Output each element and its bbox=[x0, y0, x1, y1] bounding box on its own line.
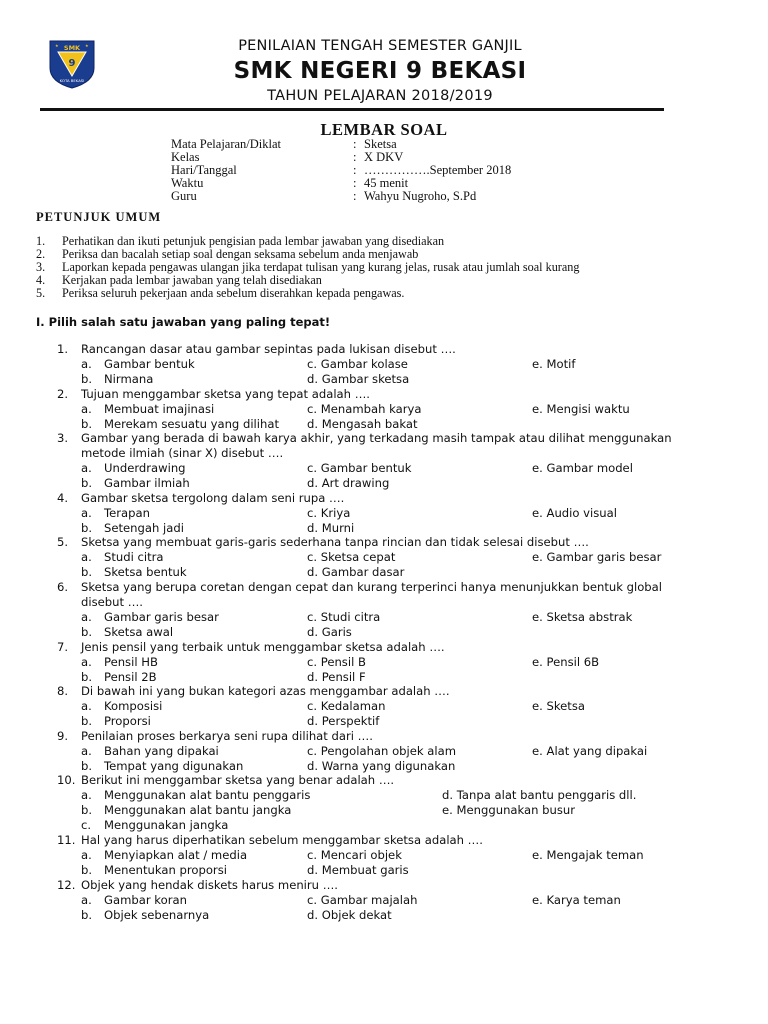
option-d: d. Mengasah bakat bbox=[307, 417, 418, 431]
option-e: e. Menggunakan busur bbox=[442, 803, 576, 817]
question-text: Gambar yang berada di bawah karya akhir, yang terkadang masih tampak atau dilihat menggunakan bbox=[81, 431, 672, 445]
option-c: c. Gambar bentuk bbox=[307, 461, 412, 475]
option-d: d. Perspektif bbox=[307, 714, 380, 728]
question-text: Berikut ini menggambar sketsa yang benar adalah …. bbox=[81, 773, 395, 787]
question-number: 8. bbox=[57, 684, 69, 698]
option-d: d. Tanpa alat bantu penggaris dll. bbox=[442, 788, 637, 802]
question-1: 1. Rancangan dasar atau gambar sepintas pada lukisan disebut …. a. Gambar bentuk c. Gambar kolase e. Motif b. Nirmana d. Gambar sketsa bbox=[57, 342, 576, 386]
question-number: 12. bbox=[57, 878, 76, 892]
svg-text:★: ★ bbox=[55, 43, 59, 48]
info-row-teacher: Guru : Wahyu Nugroho, S.Pd bbox=[171, 189, 477, 203]
info-value: …………….September 2018 bbox=[364, 163, 512, 177]
option-a: Terapan bbox=[104, 506, 150, 520]
option-b: Sketsa bentuk bbox=[104, 565, 187, 579]
question-text: Gambar sketsa tergolong dalam seni rupa …. bbox=[81, 491, 345, 505]
logo-number: 9 bbox=[68, 58, 76, 69]
option-a: Menyiapkan alat / media bbox=[104, 848, 248, 862]
question-8: 8. Di bawah ini yang bukan kategori azas menggambar adalah …. a. Komposisi c. Kedalaman e. Sketsa b. Proporsi d. Perspektif bbox=[57, 684, 585, 728]
info-value: X DKV bbox=[364, 150, 404, 164]
instruction-item: 2. Periksa dan bacalah setiap soal dengan seksama sebelum anda menjawab bbox=[36, 247, 419, 261]
option-b: Menggunakan alat bantu jangka bbox=[104, 803, 292, 817]
question-text-cont: disebut …. bbox=[81, 595, 143, 609]
option-e: e. Sketsa bbox=[532, 699, 585, 713]
option-e: e. Mengisi waktu bbox=[532, 402, 630, 416]
option-c: c. Kriya bbox=[307, 506, 351, 520]
instruction-item: 3. Laporkan kepada pengawas ulangan jika terdapat tulisan yang kurang jelas, rusak atau jumlah soal kurang bbox=[36, 260, 580, 274]
info-label: Mata Pelajaran/Diklat bbox=[171, 137, 282, 151]
option-e: e. Alat yang dipakai bbox=[532, 744, 648, 758]
question-number: 11. bbox=[57, 833, 76, 847]
option-d: d. Gambar sketsa bbox=[307, 372, 410, 386]
option-c: c. Studi citra bbox=[307, 610, 381, 624]
header-divider bbox=[40, 108, 664, 111]
option-b: Proporsi bbox=[104, 714, 151, 728]
option-b: Merekam sesuatu yang dilihat bbox=[104, 417, 279, 431]
logo-city: KOTA BEKASI bbox=[59, 78, 85, 83]
question-5: 5. Sketsa yang membuat garis-garis sederhana tanpa rincian dan tidak selesai disebut …. a. Studi citra c. Sketsa cepat e. Gambar garis besar b. Sketsa bentuk d. Gambar dasar bbox=[57, 535, 662, 579]
option-d: d. Objek dekat bbox=[307, 908, 392, 922]
info-row-class: Kelas : X DKV bbox=[171, 150, 404, 164]
question-10: 10. Berikut ini menggambar sketsa yang benar adalah …. a. Menggunakan alat bantu penggaris d. Tanpa alat bantu penggaris dll. b. Menggunakan alat bantu jangka e. Menggunakan busur c. Menggunakan jangka bbox=[57, 773, 637, 832]
page-title: LEMBAR SOAL bbox=[320, 120, 448, 139]
question-text: Sketsa yang berupa coretan dengan cepat dan kurang terperinci hanya menunjukkan bentuk global bbox=[81, 580, 662, 594]
question-text: Tujuan menggambar sketsa yang tepat adalah …. bbox=[81, 387, 370, 401]
option-c: c. Gambar kolase bbox=[307, 357, 408, 371]
option-c: c. Pengolahan objek alam bbox=[307, 744, 457, 758]
question-number: 1. bbox=[57, 342, 69, 356]
question-text: Di bawah ini yang bukan kategori azas menggambar adalah …. bbox=[81, 684, 450, 698]
school-year: TAHUN PELAJARAN 2018/2019 bbox=[267, 88, 493, 104]
info-label: Waktu bbox=[171, 176, 204, 190]
option-b: Sketsa awal bbox=[104, 625, 174, 639]
option-c: c. Pensil B bbox=[307, 655, 366, 669]
question-number: 5. bbox=[57, 535, 69, 549]
exam-name: PENILAIAN TENGAH SEMESTER GANJIL bbox=[238, 38, 522, 54]
question-text-cont: metode ilmiah (sinar X) disebut …. bbox=[81, 446, 284, 460]
option-e: e. Audio visual bbox=[532, 506, 617, 520]
option-d: d. Garis bbox=[307, 625, 352, 639]
option-c: c. Menambah karya bbox=[307, 402, 422, 416]
option-d: d. Art drawing bbox=[307, 476, 390, 490]
option-c: c. Kedalaman bbox=[307, 699, 386, 713]
option-c: Menggunakan jangka bbox=[104, 818, 229, 832]
option-d: d. Membuat garis bbox=[307, 863, 409, 877]
question-4: 4. Gambar sketsa tergolong dalam seni rupa …. a. Terapan c. Kriya e. Audio visual b. Setengah jadi d. Murni bbox=[57, 491, 617, 535]
instructions-title: PETUNJUK UMUM bbox=[36, 210, 162, 224]
question-11: 11. Hal yang harus diperhatikan sebelum menggambar sketsa adalah …. a. Menyiapkan alat / media c. Mencari objek e. Mengajak teman b. Menentukan proporsi d. Membuat garis bbox=[57, 833, 644, 877]
option-c: c. Gambar majalah bbox=[307, 893, 418, 907]
info-row-subject: Mata Pelajaran/Diklat : Sketsa bbox=[171, 137, 397, 151]
option-a: Komposisi bbox=[104, 699, 163, 713]
option-b: Pensil 2B bbox=[104, 670, 157, 684]
option-c: c. Mencari objek bbox=[307, 848, 402, 862]
option-b: Nirmana bbox=[104, 372, 154, 386]
exam-info bbox=[171, 138, 571, 203]
question-6: 6. Sketsa yang berupa coretan dengan cepat dan kurang terperinci hanya menunjukkan bentuk global disebut …. a. Gambar garis besar c. Studi citra e. Sketsa abstrak b. Sketsa awal d. Garis bbox=[57, 580, 662, 639]
question-number: 9. bbox=[57, 729, 69, 743]
option-b: Gambar ilmiah bbox=[104, 476, 190, 490]
question-text: Penilaian proses berkarya seni rupa dilihat dari …. bbox=[81, 729, 373, 743]
info-row-time: Waktu : 45 menit bbox=[171, 176, 409, 190]
question-9: 9. Penilaian proses berkarya seni rupa dilihat dari …. a. Bahan yang dipakai c. Pengolahan objek alam e. Alat yang dipakai b. Tempat yang digunakan d. Warna yang digunakan bbox=[57, 729, 648, 773]
info-value: Sketsa bbox=[364, 137, 397, 151]
school-name: SMK NEGERI 9 BEKASI bbox=[233, 58, 527, 84]
info-value: Wahyu Nugroho, S.Pd bbox=[364, 189, 477, 203]
option-e: e. Gambar model bbox=[532, 461, 633, 475]
option-b: Objek sebenarnya bbox=[104, 908, 210, 922]
info-label: Hari/Tanggal bbox=[171, 163, 237, 177]
question-2: 2. Tujuan menggambar sketsa yang tepat adalah …. a. Membuat imajinasi c. Menambah karya e. Mengisi waktu b. Merekam sesuatu yang dilihat d. Mengasah bakat bbox=[57, 387, 630, 431]
question-number: 3. bbox=[57, 431, 69, 445]
option-a: Bahan yang dipakai bbox=[104, 744, 219, 758]
option-b: Tempat yang digunakan bbox=[104, 759, 244, 773]
question-7: 7. Jenis pensil yang terbaik untuk menggambar sketsa adalah …. a. Pensil HB c. Pensil B e. Pensil 6B b. Pensil 2B d. Pensil F bbox=[57, 640, 600, 684]
question-3: 3. Gambar yang berada di bawah karya akhir, yang terkadang masih tampak atau dilihat menggunakan metode ilmiah (sinar X) disebut …. a. Underdrawing c. Gambar bentuk e. Gambar model b. Gambar ilmiah d. Art drawing bbox=[57, 431, 672, 490]
option-a: Gambar garis besar bbox=[104, 610, 219, 624]
question-number: 2. bbox=[57, 387, 69, 401]
instruction-item: 4. Kerjakan pada lembar jawaban yang telah disediakan bbox=[36, 273, 322, 287]
option-a: Menggunakan alat bantu penggaris bbox=[104, 788, 311, 802]
school-logo bbox=[47, 38, 97, 90]
option-e: e. Gambar garis besar bbox=[532, 550, 662, 564]
instruction-item: 5. Periksa seluruh pekerjaan anda sebelum diserahkan kepada pengawas. bbox=[36, 286, 405, 300]
info-value: 45 menit bbox=[364, 176, 409, 190]
question-text: Jenis pensil yang terbaik untuk menggambar sketsa adalah …. bbox=[81, 640, 445, 654]
option-a: Underdrawing bbox=[104, 461, 186, 475]
question-number: 4. bbox=[57, 491, 69, 505]
question-number: 6. bbox=[57, 580, 69, 594]
option-d: d. Murni bbox=[307, 521, 355, 535]
option-a: Studi citra bbox=[104, 550, 164, 564]
option-e: e. Mengajak teman bbox=[532, 848, 644, 862]
option-d: d. Gambar dasar bbox=[307, 565, 405, 579]
info-row-date: Hari/Tanggal : …………….September 2018 bbox=[171, 163, 512, 177]
svg-text:★: ★ bbox=[85, 43, 89, 48]
info-label: Guru bbox=[171, 189, 197, 203]
option-a: Gambar bentuk bbox=[104, 357, 195, 371]
question-12: 12. Objek yang hendak diskets harus meniru …. a. Gambar koran c. Gambar majalah e. Karya teman b. Objek sebenarnya d. Objek dekat bbox=[57, 878, 621, 922]
option-d: d. Warna yang digunakan bbox=[307, 759, 456, 773]
question-text: Hal yang harus diperhatikan sebelum menggambar sketsa adalah …. bbox=[81, 833, 483, 847]
instructions-list bbox=[36, 235, 716, 300]
option-e: e. Karya teman bbox=[532, 893, 621, 907]
option-b: Setengah jadi bbox=[104, 521, 184, 535]
question-text: Sketsa yang membuat garis-garis sederhana tanpa rincian dan tidak selesai disebut …. bbox=[81, 535, 589, 549]
option-a: Gambar koran bbox=[104, 893, 187, 907]
option-a: Pensil HB bbox=[104, 655, 158, 669]
logo-text: SMK bbox=[63, 44, 81, 52]
instruction-item: 1. Perhatikan dan ikuti petunjuk pengisian pada lembar jawaban yang disediakan bbox=[36, 234, 445, 248]
option-e: e. Sketsa abstrak bbox=[532, 610, 633, 624]
question-number: 10. bbox=[57, 773, 76, 787]
option-b: Menentukan proporsi bbox=[104, 863, 227, 877]
option-c: c. Sketsa cepat bbox=[307, 550, 396, 564]
section-title: I. Pilih salah satu jawaban yang paling tepat! bbox=[36, 315, 331, 329]
option-e: e. Motif bbox=[532, 357, 576, 371]
option-d: d. Pensil F bbox=[307, 670, 366, 684]
question-number: 7. bbox=[57, 640, 69, 654]
question-text: Rancangan dasar atau gambar sepintas pada lukisan disebut …. bbox=[81, 342, 456, 356]
option-a: Membuat imajinasi bbox=[104, 402, 215, 416]
option-e: e. Pensil 6B bbox=[532, 655, 600, 669]
question-text: Objek yang hendak diskets harus meniru …. bbox=[81, 878, 338, 892]
info-label: Kelas bbox=[171, 150, 200, 164]
